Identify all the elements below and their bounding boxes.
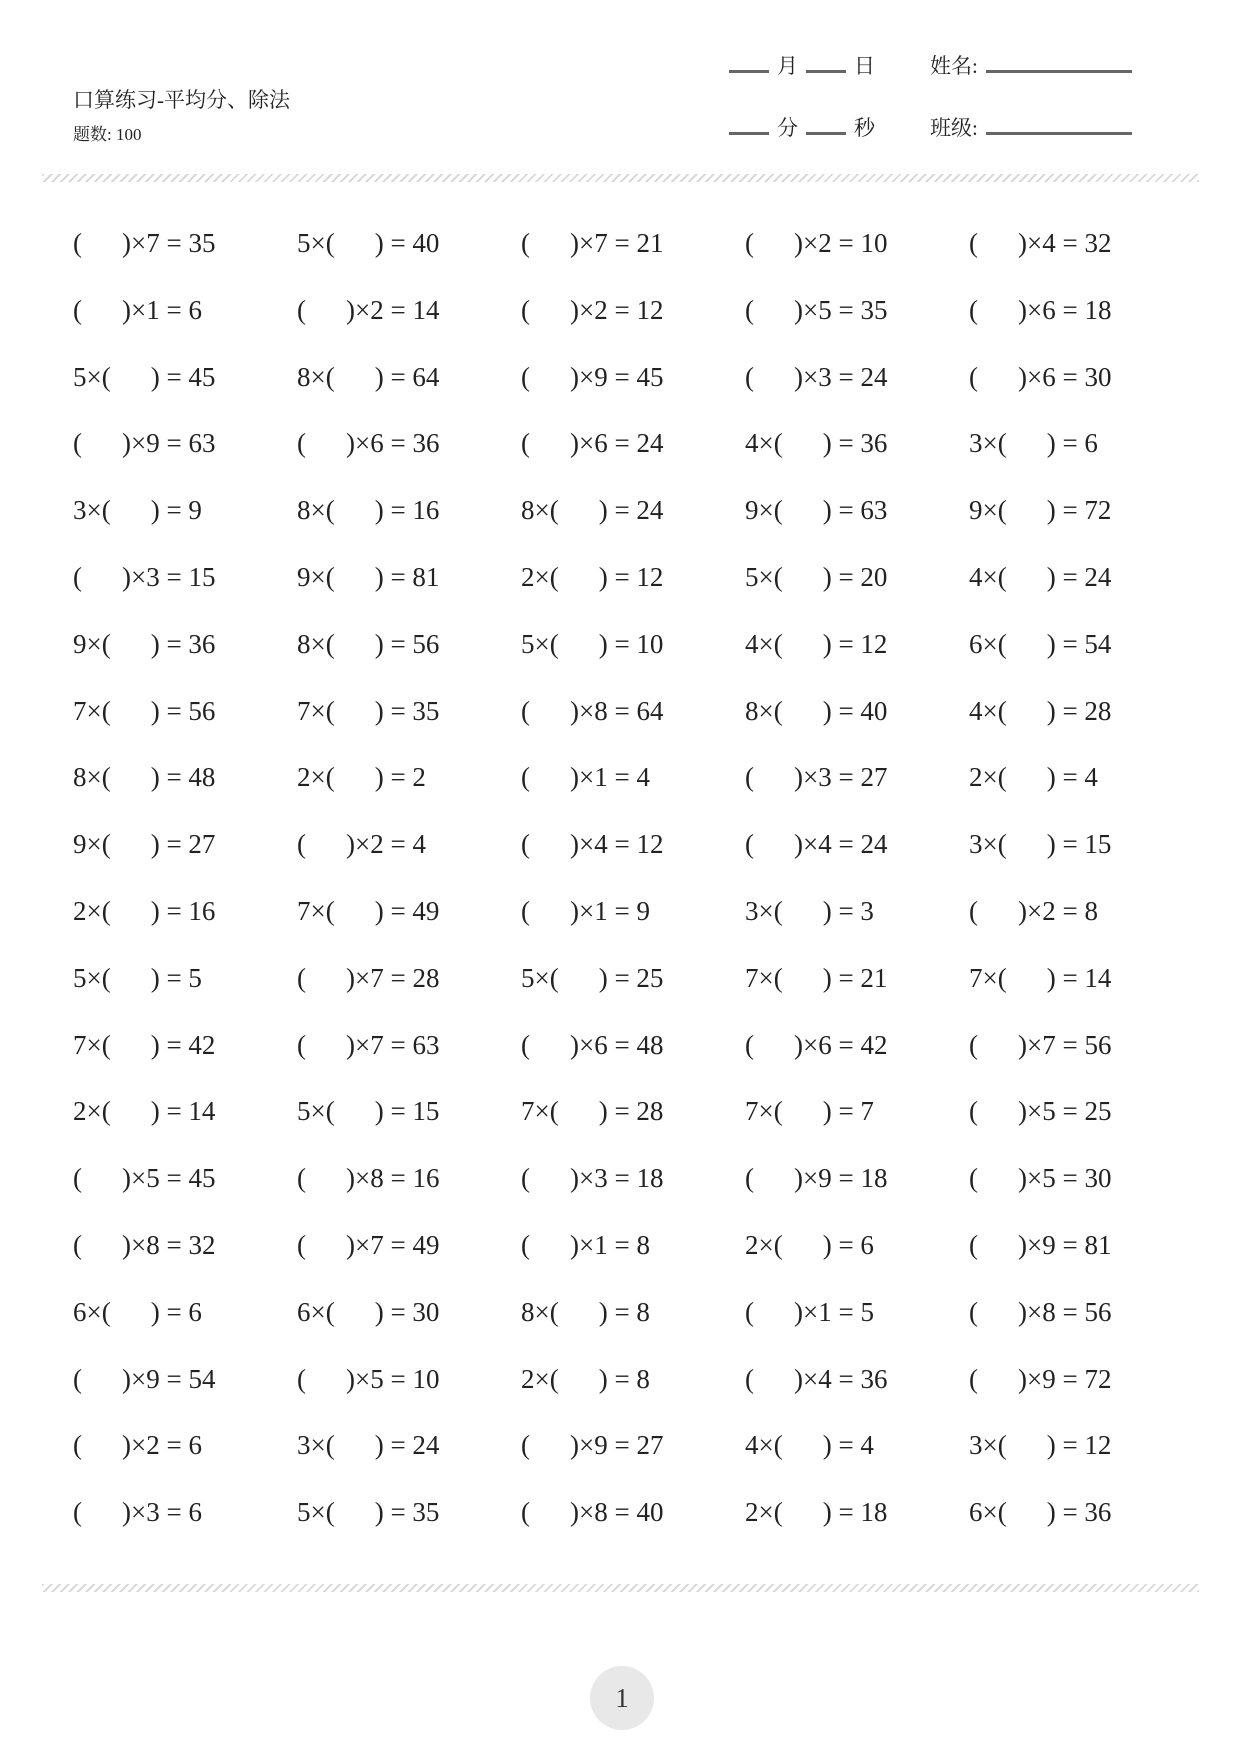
problem: 4×( ) = 36 <box>745 428 888 459</box>
problem: 9×( ) = 27 <box>73 829 216 860</box>
name-blank[interactable] <box>986 70 1132 73</box>
problem: 7×( ) = 42 <box>73 1029 216 1060</box>
problem: ( )×8 = 16 <box>297 1163 440 1194</box>
problem: 2×( ) = 18 <box>745 1497 888 1528</box>
problem: 2×( ) = 8 <box>521 1363 650 1394</box>
problem: 6×( ) = 54 <box>969 628 1112 659</box>
time-fields <box>729 112 875 142</box>
second-label: 秒 <box>854 116 875 140</box>
problem: ( )×7 = 21 <box>521 228 664 258</box>
day-label: 日 <box>854 54 875 78</box>
problem: ( )×1 = 6 <box>73 294 202 325</box>
problem: 8×( ) = 48 <box>73 762 216 793</box>
day-blank[interactable] <box>806 70 846 73</box>
minute-blank[interactable] <box>729 132 769 135</box>
problem: 2×( ) = 4 <box>969 762 1098 793</box>
problem: ( )×2 = 8 <box>969 895 1098 926</box>
problem: ( )×8 = 40 <box>521 1497 664 1528</box>
top-divider <box>42 174 1199 182</box>
problem: ( )×5 = 30 <box>969 1163 1112 1194</box>
name-label: 姓名: <box>930 54 978 78</box>
problem: ( )×1 = 4 <box>521 762 650 793</box>
problem: ( )×1 = 9 <box>521 895 650 926</box>
problem: 2×( ) = 14 <box>73 1096 216 1127</box>
problem: 4×( ) = 4 <box>745 1430 874 1461</box>
problem: ( )×7 = 35 <box>73 228 216 258</box>
problem: ( )×3 = 6 <box>73 1497 202 1528</box>
problem: 2×( ) = 6 <box>745 1229 874 1260</box>
page-number: 1 <box>590 1666 654 1730</box>
problem: ( )×9 = 72 <box>969 1363 1112 1394</box>
problem: ( )×8 = 32 <box>73 1229 216 1260</box>
second-blank[interactable] <box>806 132 846 135</box>
problem: ( )×4 = 36 <box>745 1363 888 1394</box>
problem: 6×( ) = 30 <box>297 1296 440 1327</box>
class-field <box>930 112 1132 142</box>
problem: ( )×5 = 45 <box>73 1163 216 1194</box>
problem: 7×( ) = 7 <box>745 1096 874 1127</box>
problem: ( )×2 = 10 <box>745 228 888 258</box>
problem: ( )×3 = 15 <box>73 561 216 592</box>
problem: ( )×5 = 25 <box>969 1096 1112 1127</box>
problem: 9×( ) = 72 <box>969 495 1112 526</box>
problem: 8×( ) = 24 <box>521 495 664 526</box>
problem: ( )×2 = 6 <box>73 1430 202 1461</box>
problem: ( )×3 = 27 <box>745 762 888 793</box>
problem: ( )×9 = 63 <box>73 428 216 459</box>
problem: ( )×8 = 56 <box>969 1296 1112 1327</box>
problem: 7×( ) = 14 <box>969 962 1112 993</box>
problem: ( )×8 = 64 <box>521 695 664 726</box>
problem: 7×( ) = 28 <box>521 1096 664 1127</box>
problem: 2×( ) = 16 <box>73 895 216 926</box>
problem: 5×( ) = 45 <box>73 361 216 392</box>
problem: ( )×2 = 12 <box>521 294 664 325</box>
problem: ( )×9 = 18 <box>745 1163 888 1194</box>
problem: ( )×1 = 8 <box>521 1229 650 1260</box>
problem: ( )×3 = 24 <box>745 361 888 392</box>
class-label: 班级: <box>930 116 978 140</box>
problem: ( )×6 = 24 <box>521 428 664 459</box>
problem: ( )×5 = 10 <box>297 1363 440 1394</box>
problem: 9×( ) = 81 <box>297 561 440 592</box>
problem: ( )×6 = 18 <box>969 294 1112 325</box>
problem: 3×( ) = 24 <box>297 1430 440 1461</box>
problem: 5×( ) = 35 <box>297 1497 440 1528</box>
date-fields <box>729 50 875 80</box>
problem: 4×( ) = 24 <box>969 561 1112 592</box>
problem: ( )×3 = 18 <box>521 1163 664 1194</box>
problem: 8×( ) = 40 <box>745 695 888 726</box>
question-count: 题数: 100 <box>73 125 142 144</box>
month-label: 月 <box>777 54 798 78</box>
problem: 3×( ) = 6 <box>969 428 1098 459</box>
problem: ( )×2 = 4 <box>297 829 426 860</box>
problem: 2×( ) = 12 <box>521 561 664 592</box>
problem: 3×( ) = 3 <box>745 895 874 926</box>
problem: 9×( ) = 36 <box>73 628 216 659</box>
problem: 6×( ) = 36 <box>969 1497 1112 1528</box>
class-blank[interactable] <box>986 132 1132 135</box>
problem: 8×( ) = 64 <box>297 361 440 392</box>
problem: 5×( ) = 10 <box>521 628 664 659</box>
problem: 5×( ) = 25 <box>521 962 664 993</box>
problem: 8×( ) = 56 <box>297 628 440 659</box>
problem: ( )×2 = 14 <box>297 294 440 325</box>
problem: ( )×4 = 24 <box>745 829 888 860</box>
problem: 7×( ) = 49 <box>297 895 440 926</box>
problem: 3×( ) = 12 <box>969 1430 1112 1461</box>
problem: ( )×1 = 5 <box>745 1296 874 1327</box>
problem: 8×( ) = 16 <box>297 495 440 526</box>
minute-label: 分 <box>777 116 798 140</box>
worksheet-title: 口算练习-平均分、除法 <box>73 88 290 112</box>
problem: ( )×6 = 42 <box>745 1029 888 1060</box>
problem: ( )×4 = 32 <box>969 228 1112 258</box>
problem: 9×( ) = 63 <box>745 495 888 526</box>
problem: ( )×7 = 49 <box>297 1229 440 1260</box>
bottom-divider <box>42 1584 1199 1592</box>
name-field <box>930 50 1132 80</box>
problem: ( )×9 = 81 <box>969 1229 1112 1260</box>
problem: ( )×6 = 48 <box>521 1029 664 1060</box>
problem: ( )×9 = 27 <box>521 1430 664 1461</box>
problem: 7×( ) = 35 <box>297 695 440 726</box>
problem: ( )×7 = 56 <box>969 1029 1112 1060</box>
problem: ( )×6 = 30 <box>969 361 1112 392</box>
problem: 6×( ) = 6 <box>73 1296 202 1327</box>
problem: 4×( ) = 28 <box>969 695 1112 726</box>
problem: ( )×5 = 35 <box>745 294 888 325</box>
problem: ( )×7 = 28 <box>297 962 440 993</box>
problem: ( )×9 = 45 <box>521 361 664 392</box>
problem: 3×( ) = 15 <box>969 829 1112 860</box>
problem: ( )×9 = 54 <box>73 1363 216 1394</box>
problem: 8×( ) = 8 <box>521 1296 650 1327</box>
problem: 2×( ) = 2 <box>297 762 426 793</box>
problem: 5×( ) = 5 <box>73 962 202 993</box>
problem: 7×( ) = 21 <box>745 962 888 993</box>
problem: 3×( ) = 9 <box>73 495 202 526</box>
problem: ( )×7 = 63 <box>297 1029 440 1060</box>
problem: ( )×4 = 12 <box>521 829 664 860</box>
problem: 5×( ) = 15 <box>297 1096 440 1127</box>
problem: 4×( ) = 12 <box>745 628 888 659</box>
problem: ( )×6 = 36 <box>297 428 440 459</box>
problem: 5×( ) = 40 <box>297 228 440 258</box>
problem: 7×( ) = 56 <box>73 695 216 726</box>
problem: 5×( ) = 20 <box>745 561 888 592</box>
month-blank[interactable] <box>729 70 769 73</box>
